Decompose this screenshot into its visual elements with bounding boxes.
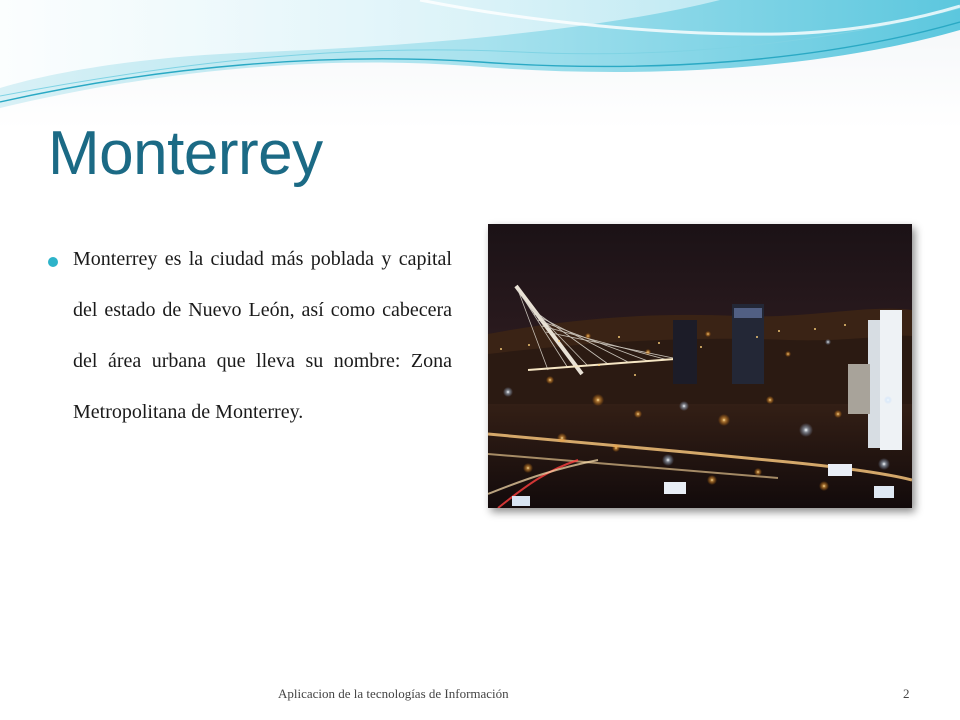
header-wave-decoration: [0, 0, 960, 120]
page-number: 2: [903, 686, 910, 701]
bullet-list: [48, 246, 452, 438]
city-night-photo: [488, 224, 912, 508]
bullet-text: Monterrey es la ciudad más poblada y capital del estado de Nuevo León, así como cabecera del área urbana que lleva su nombre: Zona Metropolitana de Monterrey.: [73, 248, 452, 423]
slide-title: Monterrey: [48, 119, 323, 188]
city-night-photo-icon: [488, 224, 912, 508]
bullet-icon: [48, 257, 58, 267]
slide-footer: [0, 686, 960, 706]
footer-text: Aplicacion de la tecnologías de Información: [278, 686, 509, 701]
